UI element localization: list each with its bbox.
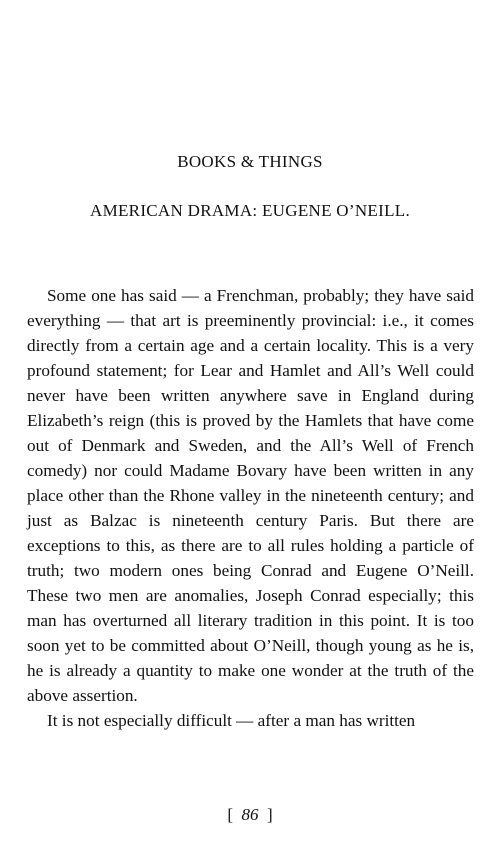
- page-number-value: 86: [241, 805, 259, 824]
- bracket-close: ]: [267, 805, 273, 824]
- paragraph-2: It is not especially difficult — after a man has written: [47, 711, 416, 730]
- section-title: BOOKS & THINGS: [177, 152, 323, 171]
- body-text: [27, 283, 474, 733]
- paragraph-1: Some one has said — a Frenchman, probably; they have said everything — that art is preeminently provincial: i.e., it comes directly from a certain age and a certain locality. This is a very profound statement; for Lear and Hamlet and All’s Well could never have been written anywhere save in England during Elizabeth’s reign (this is proved by the Hamlets that have come out of Denmark and Sweden, and the All’s Well of French comedy) nor could Madame Bovary have been written in any place other than the Rhone valley in the nineteenth century; and just as Balzac is nineteenth century Paris. But there are exceptions to this, as there are to all rules holding a particle of truth; two modern ones being Conrad and Eugene O’Neill. These two men are anomalies, Joseph Conrad especially; this man has overturned all literary tradition in this point. It is too soon yet to be committed about O’Neill, though young as he is, he is already a quantity to make one wonder at the truth of the above assertion.: [27, 286, 474, 705]
- article-title: AMERICAN DRAMA: EUGENE O’NEILL.: [90, 201, 410, 220]
- bracket-open: [: [227, 805, 233, 824]
- page-number: [0, 805, 500, 825]
